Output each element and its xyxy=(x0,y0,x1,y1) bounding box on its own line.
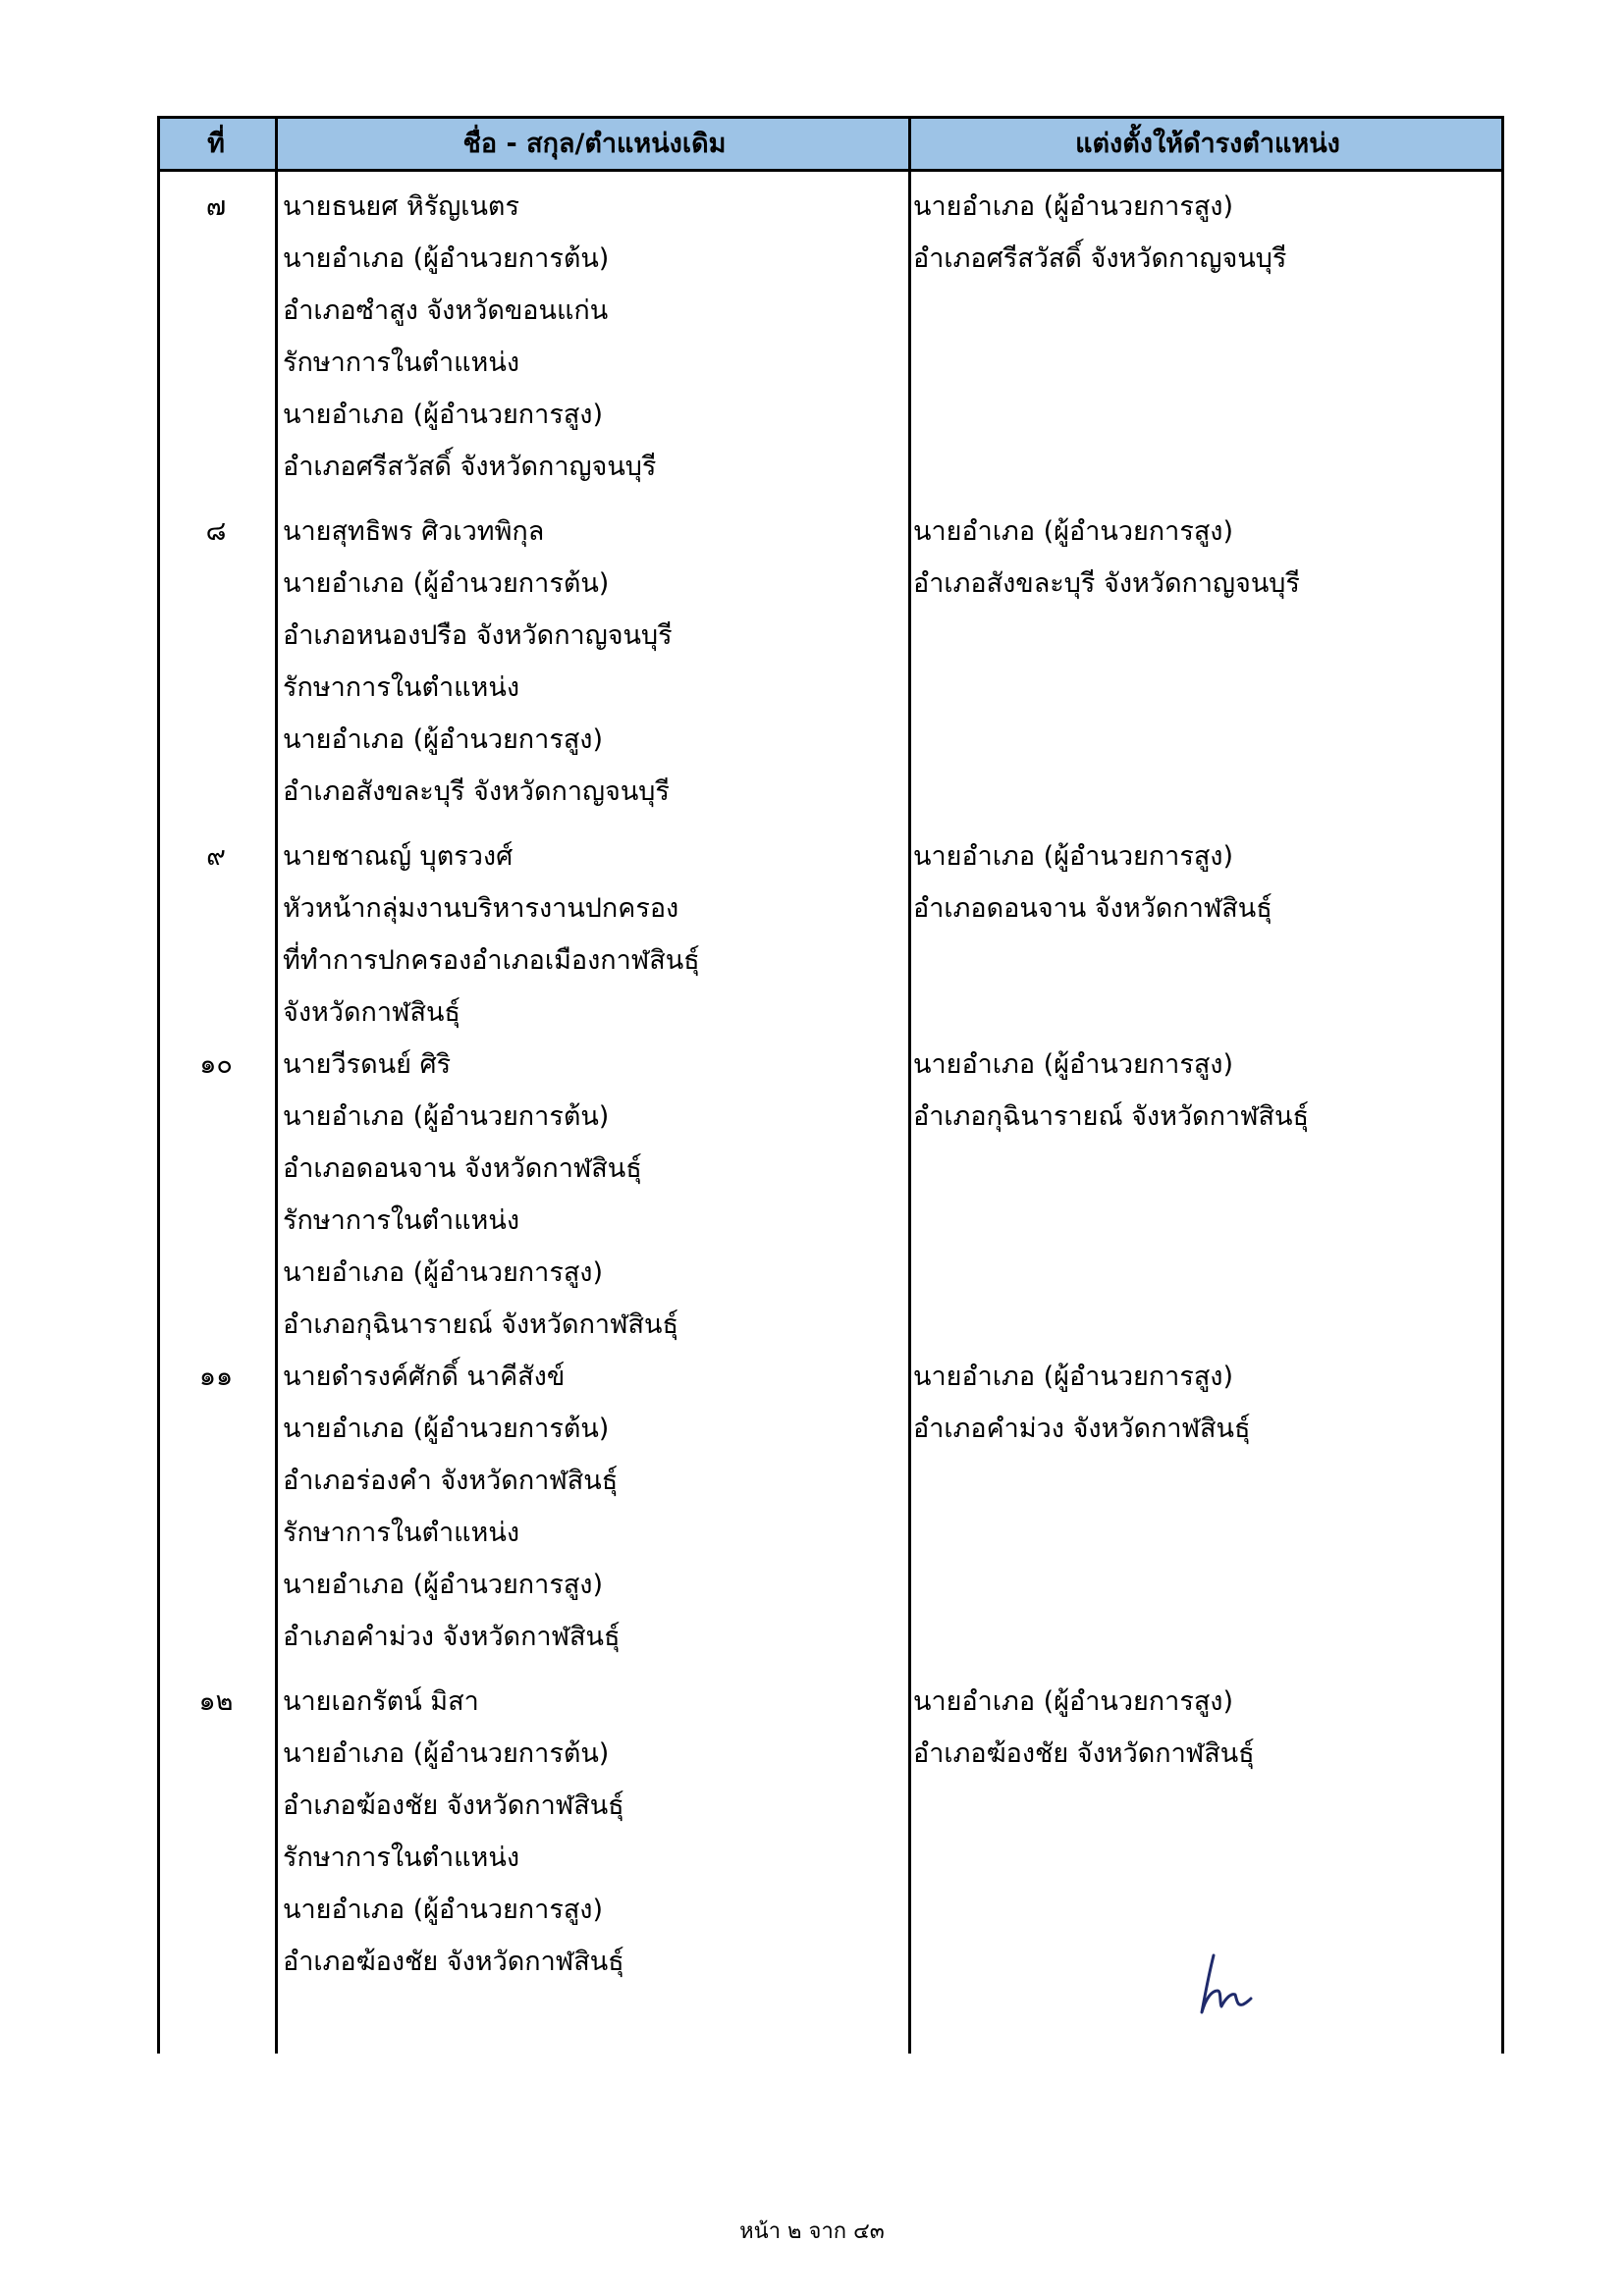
header-new-position: แต่งตั้งให้ดำรงตำแหน่ง xyxy=(1075,129,1340,159)
new-position-line: อำเภอกุฉินารายณ์ จังหวัดกาฬสินธุ์ xyxy=(913,1101,1309,1132)
new-position-line: อำเภอคำม่วง จังหวัดกาฬสินธุ์ xyxy=(913,1414,1251,1444)
old-position-line: อำเภอร่องคำ จังหวัดกาฬสินธุ์ xyxy=(283,1466,619,1496)
old-position-cell xyxy=(283,506,911,818)
old-position-line: อำเภอกุฉินารายณ์ จังหวัดกาฬสินธุ์ xyxy=(283,1309,678,1340)
header-no: ที่ xyxy=(207,129,225,159)
old-position-line: อำเภอศรีสวัสดิ์ จังหวัดกาญจนบุรี xyxy=(283,452,657,482)
old-position-line: นายอำเภอ (ผู้อำนวยการต้น) xyxy=(283,568,610,599)
old-position-line: ที่ทำการปกครองอำเภอเมืองกาฬสินธุ์ xyxy=(283,945,700,976)
old-position-line: อำเภอซำสูง จังหวัดขอนแก่น xyxy=(283,295,609,326)
old-position-line: รักษาการในตำแหน่ง xyxy=(283,1518,519,1548)
new-position-line: อำเภอศรีสวัสดิ์ จังหวัดกาญจนบุรี xyxy=(913,243,1287,274)
table-row xyxy=(157,181,1504,506)
old-position-line: นายอำเภอ (ผู้อำนวยการสูง) xyxy=(283,1570,604,1600)
old-position-line: นายอำเภอ (ผู้อำนวยการต้น) xyxy=(283,243,610,274)
table-row xyxy=(157,1676,1504,1988)
table-body xyxy=(157,181,1504,1988)
old-position-cell xyxy=(283,830,911,1039)
row-number: ๑๐ xyxy=(199,1049,233,1080)
row-number: ๙ xyxy=(206,841,226,872)
new-position-line: นายอำเภอ (ผู้อำนวยการสูง) xyxy=(913,841,1234,872)
old-position-line: อำเภอสังขละบุรี จังหวัดกาญจนบุรี xyxy=(283,776,670,807)
new-position-line: นายอำเภอ (ผู้อำนวยการสูง) xyxy=(913,1049,1234,1080)
row-number: ๑๑ xyxy=(198,1362,234,1392)
old-position-line: รักษาการในตำแหน่ง xyxy=(283,672,519,703)
old-position-line: นายอำเภอ (ผู้อำนวยการต้น) xyxy=(283,1101,610,1132)
new-position-line: นายอำเภอ (ผู้อำนวยการสูง) xyxy=(913,191,1234,222)
old-position-line: นายอำเภอ (ผู้อำนวยการสูง) xyxy=(283,1257,604,1288)
appointment-table xyxy=(157,116,1504,2054)
old-position-line: นายอำเภอ (ผู้อำนวยการสูง) xyxy=(283,1895,604,1925)
new-position-cell xyxy=(913,506,1497,610)
old-position-line: นายอำเภอ (ผู้อำนวยการต้น) xyxy=(283,1738,610,1769)
old-position-line: นายธนยศ หิรัญเนตร xyxy=(283,191,519,222)
old-position-line: อำเภอคำม่วง จังหวัดกาฬสินธุ์ xyxy=(283,1622,621,1652)
header-name-old-position: ชื่อ - สกุล/ตำแหน่งเดิม xyxy=(462,129,727,159)
old-position-line: นายสุทธิพร ศิวเวทพิกุล xyxy=(283,516,545,547)
new-position-cell xyxy=(913,1676,1497,1780)
old-position-cell xyxy=(283,1039,911,1351)
new-position-line: นายอำเภอ (ผู้อำนวยการสูง) xyxy=(913,1362,1234,1392)
new-position-line: นายอำเภอ (ผู้อำนวยการสูง) xyxy=(913,516,1234,547)
old-position-line: นายวีรดนย์ ศิริ xyxy=(283,1049,452,1080)
old-position-cell xyxy=(283,1676,911,1988)
old-position-line: อำเภอหนองปรือ จังหวัดกาญจนบุรี xyxy=(283,620,673,651)
old-position-line: อำเภอดอนจาน จังหวัดกาฬสินธุ์ xyxy=(283,1153,642,1184)
new-position-line: อำเภอฆ้องชัย จังหวัดกาฬสินธุ์ xyxy=(913,1738,1255,1769)
new-position-cell xyxy=(913,1351,1497,1455)
table-row xyxy=(157,1351,1504,1676)
old-position-line: อำเภอฆ้องชัย จังหวัดกาฬสินธุ์ xyxy=(283,1947,624,1977)
new-position-line: นายอำเภอ (ผู้อำนวยการสูง) xyxy=(913,1686,1234,1717)
table-row xyxy=(157,506,1504,830)
old-position-line: นายดำรงค์ศักดิ์ นาคีสังข์ xyxy=(283,1362,566,1392)
new-position-line: อำเภอสังขละบุรี จังหวัดกาญจนบุรี xyxy=(913,568,1300,599)
new-position-cell xyxy=(913,1039,1497,1143)
old-position-line: อำเภอฆ้องชัย จังหวัดกาฬสินธุ์ xyxy=(283,1790,624,1821)
new-position-cell xyxy=(913,830,1497,934)
old-position-line: รักษาการในตำแหน่ง xyxy=(283,347,519,378)
old-position-line: จังหวัดกาฬสินธุ์ xyxy=(283,997,460,1028)
old-position-cell xyxy=(283,181,911,493)
old-position-line: หัวหน้ากลุ่มงานบริหารงานปกครอง xyxy=(283,893,679,924)
old-position-line: รักษาการในตำแหน่ง xyxy=(283,1842,519,1873)
signature-mark xyxy=(1196,1951,1255,2020)
new-position-cell xyxy=(913,181,1497,285)
old-position-line: นายอำเภอ (ผู้อำนวยการสูง) xyxy=(283,724,604,755)
new-position-line: อำเภอดอนจาน จังหวัดกาฬสินธุ์ xyxy=(913,893,1272,924)
row-number: ๗ xyxy=(205,191,227,222)
row-number: ๘ xyxy=(205,516,227,547)
table-row xyxy=(157,830,1504,1039)
old-position-cell xyxy=(283,1351,911,1663)
page-number: หน้า ๒ จาก ๔๓ xyxy=(739,2219,885,2244)
old-position-line: นายเอกรัตน์ มิสา xyxy=(283,1686,479,1717)
old-position-line: นายอำเภอ (ผู้อำนวยการต้น) xyxy=(283,1414,610,1444)
old-position-line: นายอำเภอ (ผู้อำนวยการสูง) xyxy=(283,400,604,430)
row-number: ๑๒ xyxy=(198,1686,234,1717)
table-header xyxy=(157,116,1504,172)
table-row xyxy=(157,1039,1504,1351)
old-position-line: นายชาณญ์ บุตรวงศ์ xyxy=(283,841,514,872)
old-position-line: รักษาการในตำแหน่ง xyxy=(283,1205,519,1236)
